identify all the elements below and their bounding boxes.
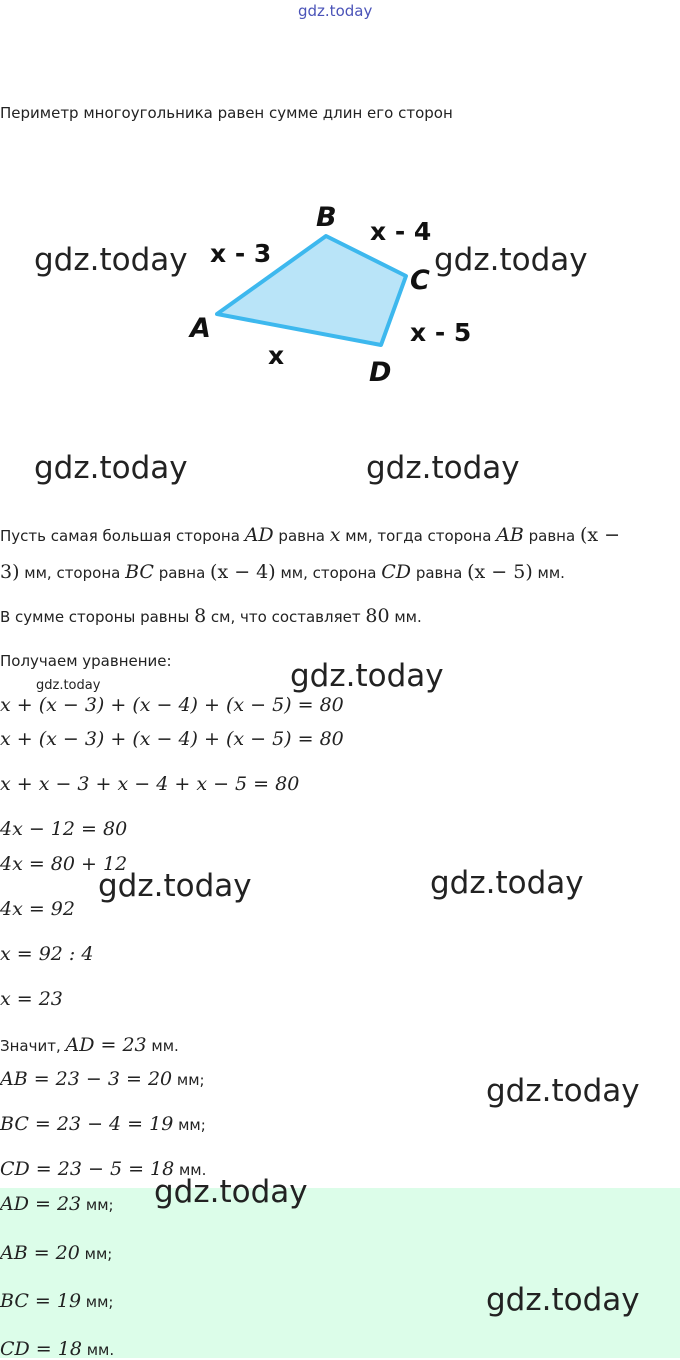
side-ad-label: x xyxy=(268,341,285,370)
side-bc-label: x - 4 xyxy=(370,217,432,246)
watermark: gdz.today xyxy=(486,1282,640,1318)
equation-step: x + x − 3 + x − 4 + x − 5 = 80 xyxy=(0,773,300,795)
computation-line: BC = 23 − 4 = 19 мм; xyxy=(0,1113,206,1135)
vertex-a: A xyxy=(190,313,211,344)
equation-step: 4x = 92 xyxy=(0,898,75,920)
intro-text: Периметр многоугольника равен сумме длин его сторон xyxy=(0,104,453,122)
answer-line: AD = 23 мм; xyxy=(0,1193,114,1215)
side-ab-label: x - 3 xyxy=(210,239,272,268)
watermark: gdz.today xyxy=(34,450,188,486)
watermark: gdz.today xyxy=(434,242,588,278)
watermark: gdz.today xyxy=(290,658,444,694)
watermark: gdz.today xyxy=(366,450,520,486)
answer-line: AB = 20 мм; xyxy=(0,1242,113,1264)
watermark: gdz.today xyxy=(430,865,584,901)
paragraph-sum: В сумме стороны равны 8 см, что составляет 80 мм. xyxy=(0,605,422,627)
vertex-c: C xyxy=(410,265,430,296)
equation-intro: Получаем уравнение: xyxy=(0,652,172,670)
vertex-d: D xyxy=(369,357,392,388)
equation-step: x = 92 : 4 xyxy=(0,943,94,965)
equation-step: x + (x − 3) + (x − 4) + (x − 5) = 80 xyxy=(0,694,344,716)
vertex-b: B xyxy=(316,202,337,233)
watermark: gdz.today xyxy=(34,242,188,278)
equation-step: 4x = 80 + 12 xyxy=(0,853,128,875)
equation-step: 4x − 12 = 80 xyxy=(0,818,128,840)
computation-line: AB = 23 − 3 = 20 мм; xyxy=(0,1068,205,1090)
answer-line: BC = 19 мм; xyxy=(0,1290,114,1312)
conclusion-line: Значит, AD = 23 мм. xyxy=(0,1034,179,1056)
paragraph-line-1: Пусть самая большая сторона AD равна x мм, тогда сторона AB равна (x − xyxy=(0,524,621,546)
watermark: gdz.today xyxy=(98,868,252,904)
side-cd-label: x - 5 xyxy=(410,318,472,347)
watermark-top: gdz.today xyxy=(298,2,373,20)
paragraph-line-2: 3) мм, сторона BC равна (x − 4) мм, сторона CD равна (x − 5) мм. xyxy=(0,561,565,583)
watermark: gdz.today xyxy=(154,1174,308,1210)
watermark-small: gdz.today xyxy=(36,678,101,693)
equation-step: x = 23 xyxy=(0,988,63,1010)
computation-line: CD = 23 − 5 = 18 мм. xyxy=(0,1158,207,1180)
answer-line: CD = 18 мм. xyxy=(0,1338,115,1360)
quadrilateral-figure xyxy=(0,190,680,390)
watermark: gdz.today xyxy=(486,1073,640,1109)
equation-step: x + (x − 3) + (x − 4) + (x − 5) = 80 xyxy=(0,728,344,750)
